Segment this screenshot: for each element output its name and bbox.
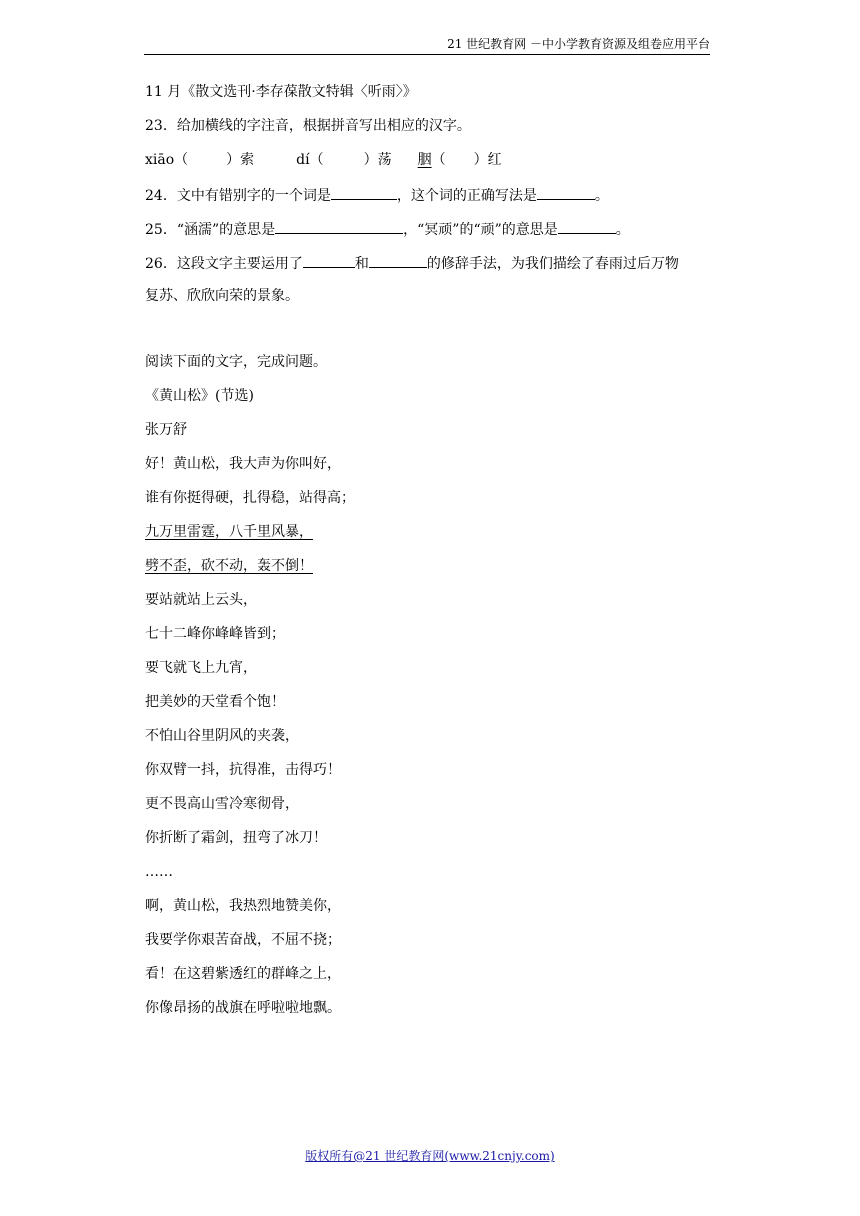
q26-part2: 和	[354, 256, 369, 272]
q25-part1: 25．“涵濡”的意思是	[145, 222, 276, 238]
reading-instruction: 阅读下面的文字，完成问题。	[145, 354, 327, 370]
q25-part3: 。	[615, 222, 630, 238]
poem-line: 不怕山谷里阴风的夹袭，	[145, 728, 299, 744]
q25-blank-1[interactable]	[275, 219, 403, 234]
q24-blank-2[interactable]	[537, 185, 595, 200]
poem-line: 把美妙的天堂看个饱！	[145, 694, 285, 710]
poem-line: 好！黄山松，我大声为你叫好，	[145, 456, 341, 472]
question-25	[145, 219, 630, 239]
poem-line: 谁有你挺得硬，扎得稳，站得高；	[145, 490, 355, 506]
poem-line: 你折断了霜剑，扭弯了冰刀！	[145, 830, 327, 846]
poem-line: 看！在这碧紫透红的群峰之上，	[145, 966, 341, 982]
q23-char-suo: ）索	[226, 152, 255, 168]
source-line: 11 月《散文选刊·李存葆散文特辑〈听雨〉》	[145, 84, 417, 100]
question-24	[145, 185, 609, 205]
poem-line-underlined: 九万里雷霆，八千里风暴，	[145, 524, 313, 540]
q25-part2: ，“冥顽”的“顽”的意思是	[403, 222, 558, 238]
poem-title: 《黄山松》(节选)	[145, 388, 254, 404]
q25-blank-2[interactable]	[558, 219, 616, 234]
poem-line: 你双臂一抖，抗得准，击得巧！	[145, 762, 341, 778]
poem-line-underlined: 劈不歪，砍不动，轰不倒！	[145, 558, 313, 574]
page-header	[144, 36, 710, 55]
poem-line: 啊，黄山松，我热烈地赞美你，	[145, 898, 341, 914]
poem-line: 要站就站上云头，	[145, 592, 257, 608]
poem-line: 更不畏高山雪冷寒彻骨，	[145, 796, 299, 812]
q24-part3: 。	[594, 188, 609, 204]
question-26-line2: 复苏、欣欣向荣的景象。	[145, 288, 299, 304]
poem-line: 我要学你艰苦奋战，不屈不挠；	[145, 932, 341, 948]
q23-pinyin-xiao: xiāo（	[145, 152, 189, 168]
q26-part3: 的修辞手法，为我们描绘了春雨过后万物	[426, 256, 679, 272]
question-26	[145, 253, 679, 273]
q23-char-yan: 胭	[417, 152, 432, 168]
q24-part2: ，这个词的正确写法是	[396, 188, 537, 204]
q23-item3-rest: （ ）红	[431, 152, 502, 168]
q26-blank-2[interactable]	[369, 253, 427, 268]
q23-char-dang: ）荡	[363, 152, 392, 168]
poem-line: 七十二峰你峰峰皆到；	[145, 626, 285, 642]
poem-author: 张万舒	[145, 422, 187, 438]
q24-blank-1[interactable]	[331, 185, 397, 200]
q24-part1: 24．文中有错别字的一个词是	[145, 188, 331, 204]
question-23-items	[145, 151, 502, 169]
q26-blank-1[interactable]	[303, 253, 355, 268]
page-footer	[0, 1148, 860, 1164]
poem-line: 要飞就飞上九宵，	[145, 660, 257, 676]
q23-pinyin-di: dí（	[296, 152, 324, 168]
poem-line: 你像昂扬的战旗在呼啦啦地飘。	[145, 1000, 341, 1016]
q26-part1: 26．这段文字主要运用了	[145, 256, 303, 272]
poem-ellipsis: ……	[145, 864, 173, 880]
header-text: 21 世纪教育网 －中小学教育资源及组卷应用平台	[447, 37, 710, 51]
question-23-stem: 23．给加横线的字注音，根据拼音写出相应的汉字。	[145, 118, 471, 134]
copyright-link[interactable]: 版权所有@21 世纪教育网(www.21cnjy.com)	[305, 1149, 555, 1163]
